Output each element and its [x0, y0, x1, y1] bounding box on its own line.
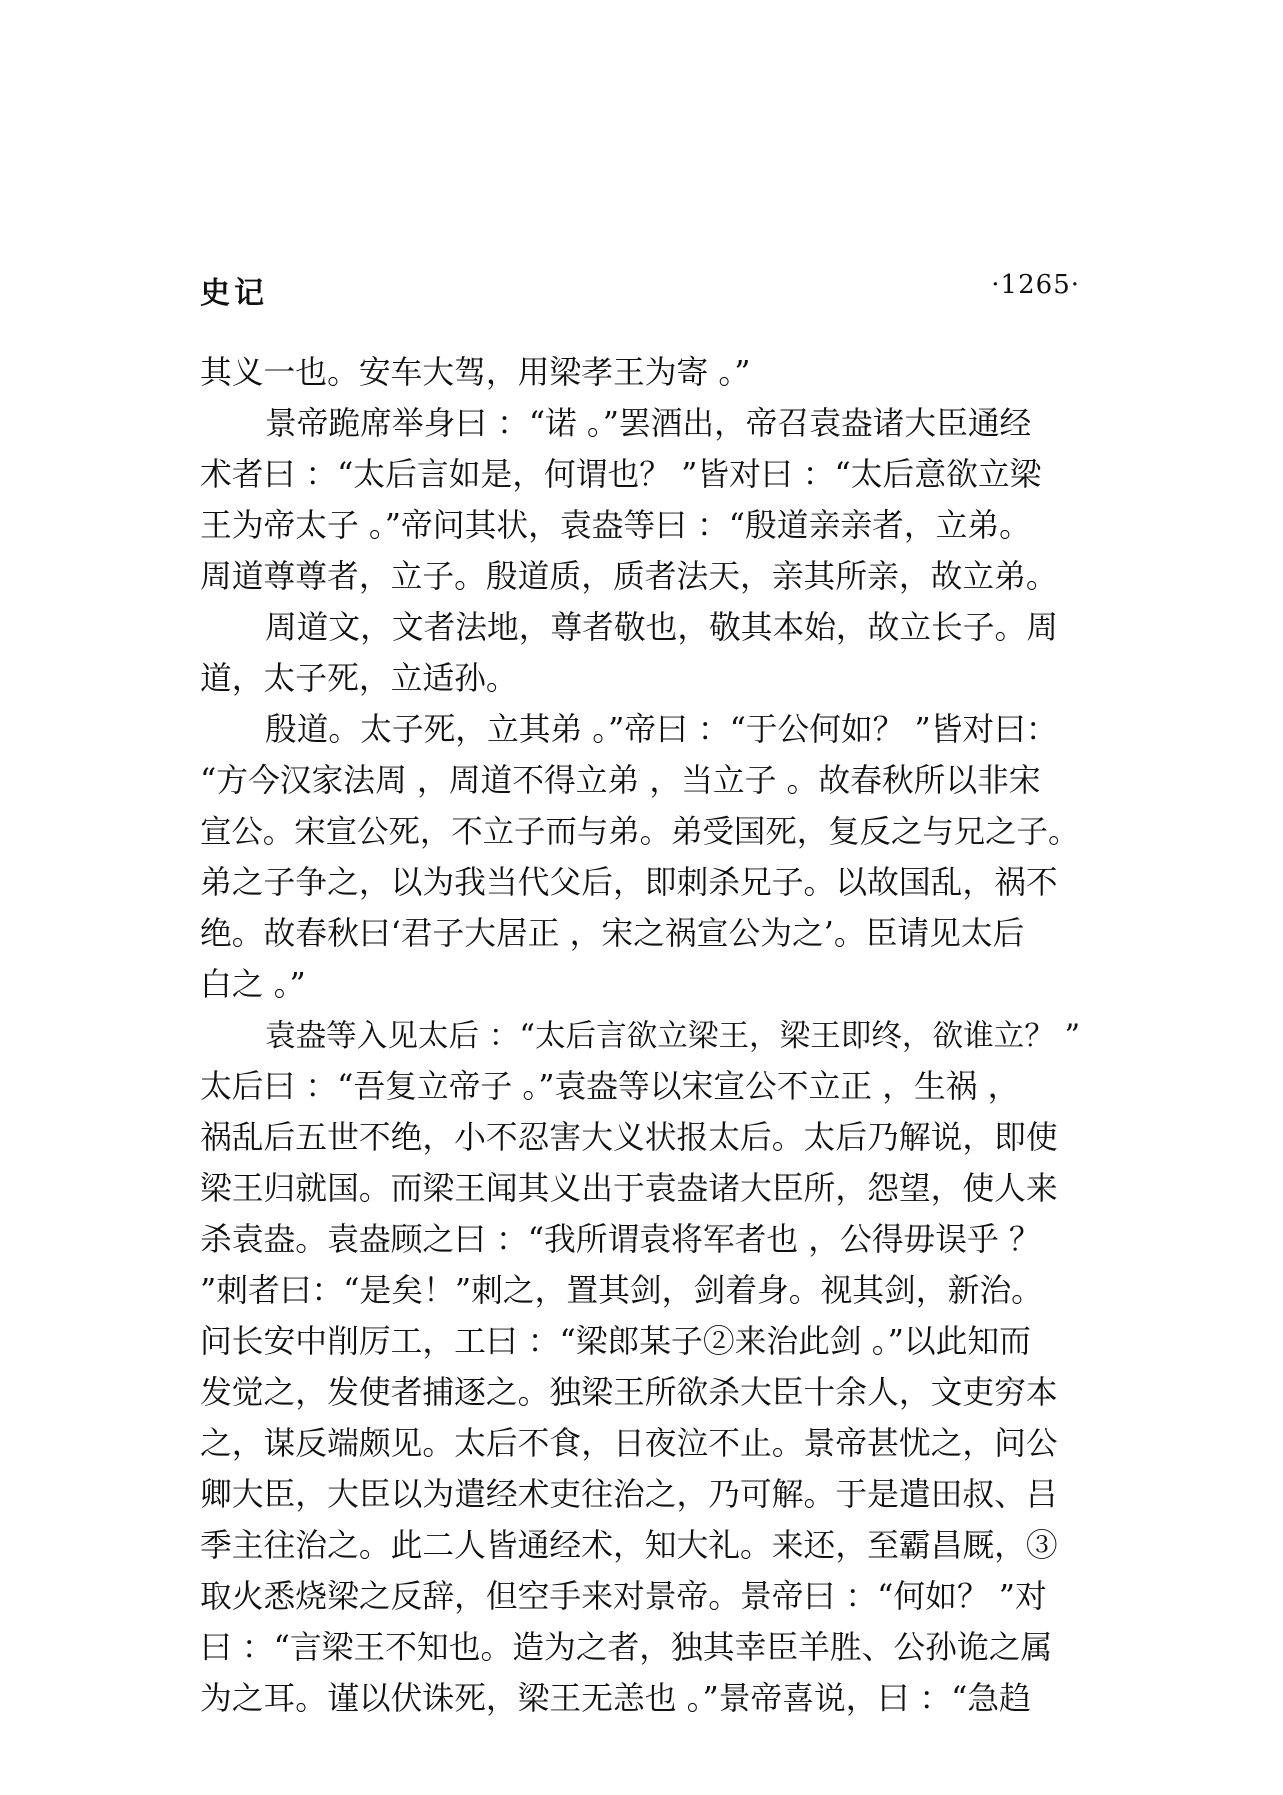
text-line: 道，太子死，立适孙。 — [200, 661, 518, 697]
text-line: 梁王归就国。而梁王闻其义出于袁盎诸大臣所，怨望，使人来 — [200, 1171, 1058, 1207]
text-line: 祸乱后五世不绝，小不忍害大义状报太后。太后乃解说，即使 — [200, 1120, 1058, 1156]
text-line: 景帝跪席举身曰 ：“诺 。”罢酒出，帝召袁盎诸大臣通经 — [265, 406, 1032, 442]
text-line: 绝。故春秋曰‘君子大居正 ，宋之祸宣公为之’。臣请见太后 — [200, 916, 1025, 952]
text-line: 曰 ：“言梁王不知也。造为之者，独其幸臣羊胜、公孙诡之属 — [200, 1630, 1053, 1666]
page-header — [200, 268, 1080, 311]
text-line: 周道尊尊者，立子。殷道质，质者法天，亲其所亲，故立弟。 — [200, 559, 1058, 595]
book-title: 史记 — [200, 276, 268, 311]
text-line: 术者曰 ：“太后言如是，何谓也？ ”皆对曰 ：“太后意欲立梁 — [200, 457, 1042, 493]
text-line: 白之 。” — [200, 967, 306, 1003]
text-line: 其义一也。安车大驾，用梁孝王为寄 。” — [200, 355, 751, 391]
text-line: 殷道。太子死，立其弟 。”帝曰 ：“于公何如？ ”皆对曰： — [265, 712, 1058, 748]
text-line: 袁盎等入见太后 ：“太后言欲立梁王，梁王即终，欲谁立？ ” — [265, 1019, 1081, 1054]
body-text — [200, 348, 1100, 1725]
text-line: 杀袁盎。袁盎顾之曰 ：“我所谓袁将军者也 ，公得毋误乎 ？ — [200, 1222, 1041, 1258]
text-line: 季主往治之。此二人皆通经术，知大礼。来还，至霸昌厩，③ — [200, 1528, 1058, 1564]
text-line: 为之耳。谨以伏诛死，梁王无恙也 。”景帝喜说，曰 ：“急趋 — [200, 1681, 1031, 1717]
text-line: 王为帝太子 。”帝问其状，袁盎等曰 ：“殷道亲亲者，立弟。 — [200, 508, 1031, 544]
page-number: ·1265· — [991, 270, 1080, 300]
text-line: 取火悉烧梁之反辞，但空手来对景帝。景帝曰 ：“何如？ ”对 — [200, 1579, 1047, 1615]
text-line: 周道文，文者法地，尊者敬也，敬其本始，故立长子。周 — [265, 610, 1058, 646]
text-line: 之，谋反端颇见。太后不食，日夜泣不止。景帝甚忧之，问公 — [200, 1426, 1058, 1462]
text-line: 宣公。宋宣公死，不立子而与弟。弟受国死，复反之与兄之子。 — [200, 814, 1080, 850]
text-line: 发觉之，发使者捕逐之。独梁王所欲杀大臣十余人，文吏穷本 — [200, 1375, 1058, 1411]
text-line: 太后曰 ：“吾复立帝子 。”袁盎等以宋宣公不立正 ，生祸 ， — [200, 1069, 1020, 1105]
text-line: 弟之子争之，以为我当代父后，即刺杀兄子。以故国乱，祸不 — [200, 865, 1058, 901]
text-line: 问长安中削厉工，工曰 ：“梁郎某子②来治此剑 。”以此知而 — [200, 1324, 1031, 1360]
text-line: “方今汉家法周 ，周道不得立弟 ，当立子 。故春秋所以非宋 — [200, 763, 1041, 799]
text-line: 卿大臣，大臣以为遣经术吏往治之，乃可解。于是遣田叔、吕 — [200, 1477, 1058, 1513]
text-line: ”刺者曰：“是矣！”刺之，置其剑，剑着身。视其剑，新治。 — [200, 1273, 1043, 1309]
